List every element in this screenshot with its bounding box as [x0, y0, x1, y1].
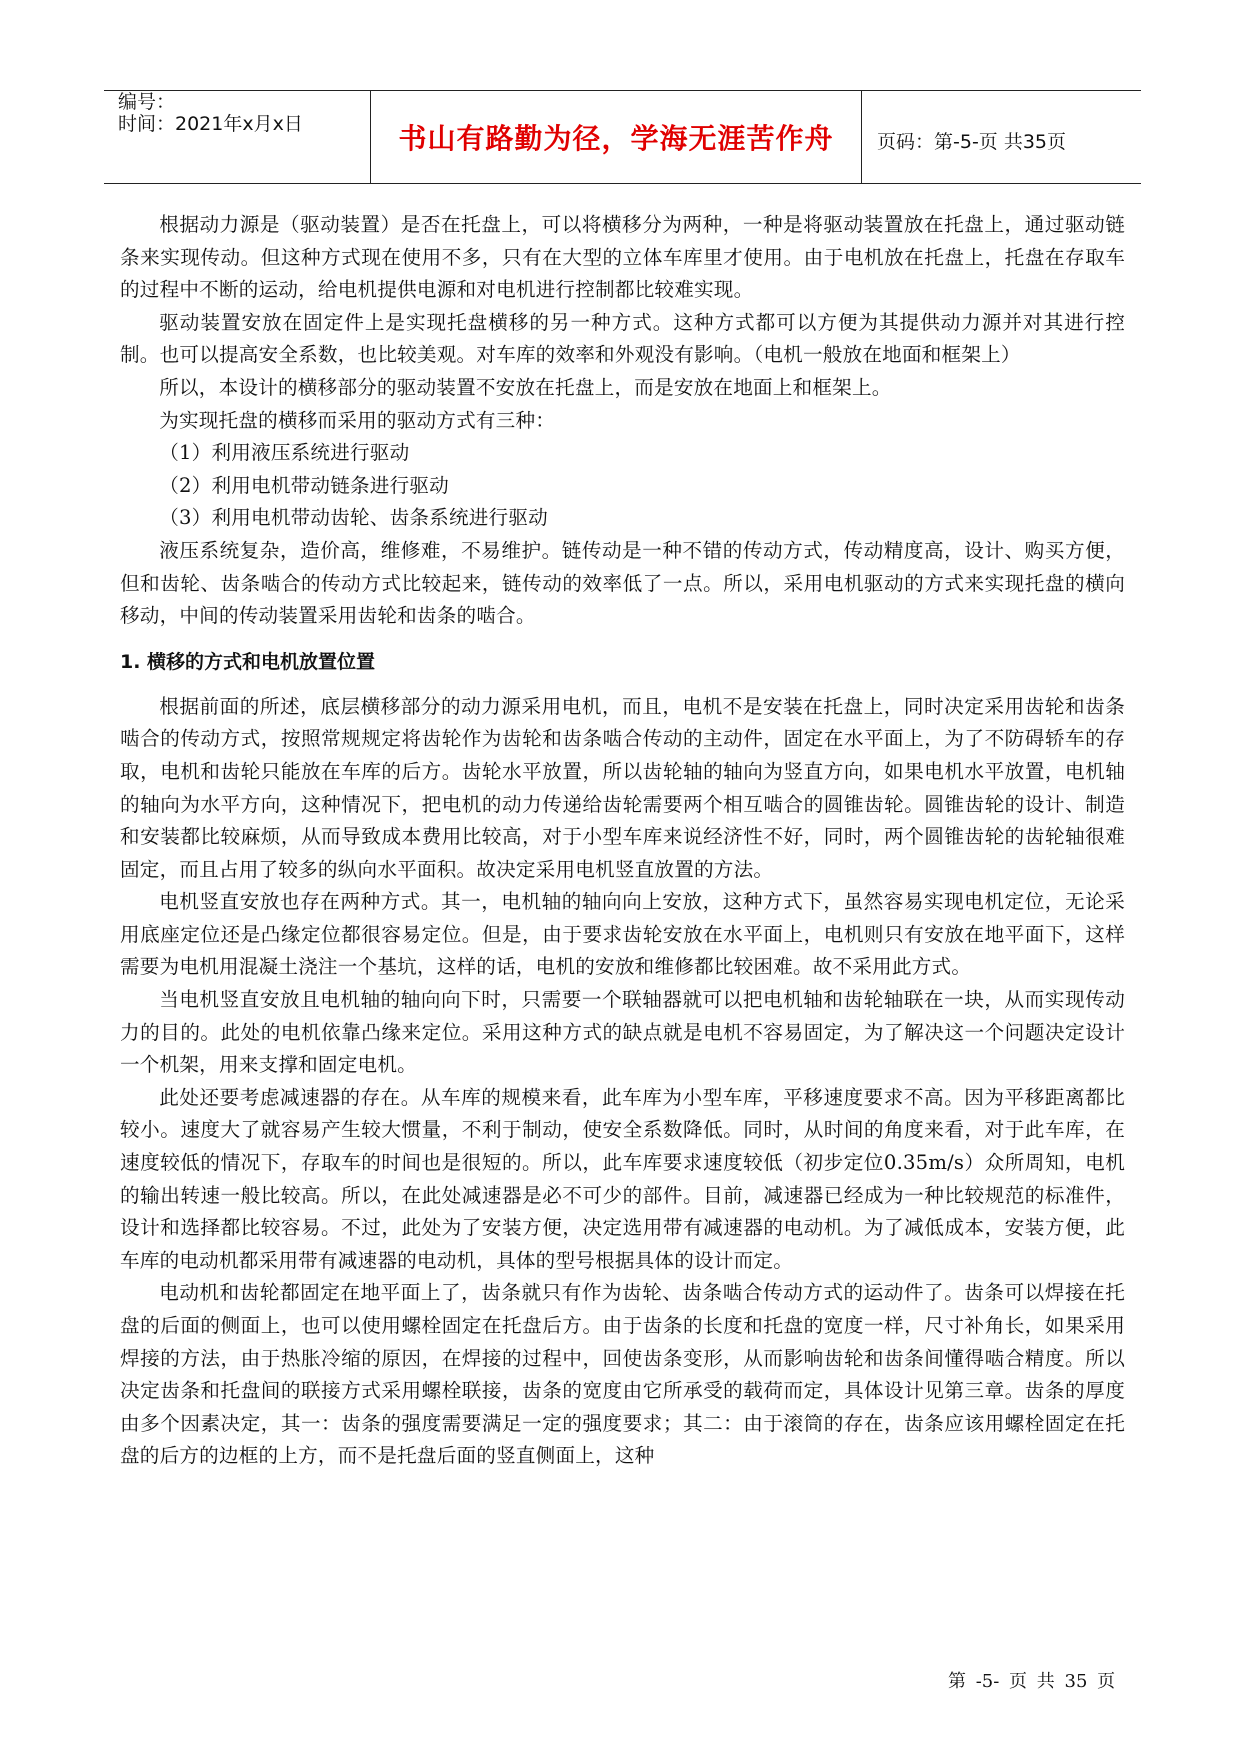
paragraph: 驱动装置安放在固定件上是实现托盘横移的另一种方式。这种方式都可以方便为其提供动力源并对其进行控制。也可以提高安全系数，也比较美观。对车库的效率和外观没有影响。（电机一般放在地面和框架上）: [120, 310, 1125, 367]
document-body: [120, 209, 1125, 1473]
document-number-label: 编号：: [118, 91, 176, 113]
paragraph: 根据动力源是（驱动装置）是否在托盘上，可以将横移分为两种，一种是将驱动装置放在托盘上，通过驱动链条来实现传动。但这种方式现在使用不多，只有在大型的立体车库里才使用。由于电机放在托盘上，托盘在存取车的过程中不断的运动，给电机提供电源和对电机进行控制都比较难实现。: [120, 213, 1125, 302]
list-item: （1）利用液压系统进行驱动: [159, 441, 410, 465]
header-motto-cell: [370, 91, 862, 183]
paragraph: 根据前面的所述，底层横移部分的动力源采用电机，而且，电机不是安装在托盘上，同时决定采用齿轮和齿条啮合的传动方式，按照常规规定将齿轮作为齿轮和齿条啮合传动的主动件，固定在水平面上，为了不防碍轿车的存取，电机和齿轮只能放在车库的后方。齿轮水平放置，所以齿轮轴的轴向为竖直方向，如果电机水平放置，电机轴的轴向为水平方向，这种情况下，把电机的动力传递给齿轮需要两个相互啮合的圆锥齿轮。圆锥齿轮的设计、制造和安装都比较麻烦，从而导致成本费用比较高，对于小型车库来说经济性不好，同时，两个圆锥齿轮的齿轮轴很难固定，而且占用了较多的纵向水平面积。故决定采用电机竖直放置的方法。: [120, 694, 1125, 881]
header-left-cell: [104, 91, 368, 183]
list-item: （3）利用电机带动齿轮、齿条系统进行驱动: [159, 506, 548, 530]
paragraph: 电机竖直安放也存在两种方式。其一，电机轴的轴向向上安放，这种方式下，虽然容易实现电机定位，无论采用底座定位还是凸缘定位都很容易定位。但是，由于要求齿轮安放在水平面上，电机则只有安放在地平面下，这样需要为电机用混凝土浇注一个基坑，这样的话，电机的安放和维修都比较困难。故不采用此方式。: [120, 890, 1125, 979]
section-heading: 1. 横移的方式和电机放置位置: [120, 650, 376, 673]
motto: 书山有路勤为径，学海无涯苦作舟: [398, 122, 834, 155]
header-page-cell: [863, 91, 1141, 183]
paragraph: 液压系统复杂，造价高，维修难，不易维护。链传动是一种不错的传动方式，传动精度高，设计、购买方便，但和齿轮、齿条啮合的传动方式比较起来，链传动的效率低了一点。所以，采用电机驱动的方式来实现托盘的横向移动，中间的传动装置采用齿轮和齿条的啮合。: [120, 538, 1125, 628]
time-label: 时间：2021年x月x日: [118, 113, 303, 135]
list-item: （2）利用电机带动链条进行驱动: [159, 473, 449, 497]
paragraph: 当电机竖直安放且电机轴的轴向向下时，只需要一个联轴器就可以把电机轴和齿轮轴联在一块，从而实现传动力的目的。此处的电机依靠凸缘来定位。采用这种方式的缺点就是电机不容易固定，为了解决这一个问题决定设计一个机架，用来支撑和固定电机。: [120, 988, 1125, 1077]
paragraph: 电动机和齿轮都固定在地平面上了，齿条就只有作为齿轮、齿条啮合传动方式的运动件了。齿条可以焊接在托盘的后面的侧面上，也可以使用螺栓固定在托盘后方。由于齿条的长度和托盘的宽度一样，尺寸补角长，如果采用焊接的方法，由于热胀冷缩的原因，在焊接的过程中，回使齿条变形，从而影响齿轮和齿条间懂得啮合精度。所以决定齿条和托盘间的联接方式采用螺栓联接，齿条的宽度由它所承受的载荷而定，具体设计见第三章。齿条的厚度由多个因素决定，其一：齿条的强度需要满足一定的强度要求；其二：由于滚筒的存在，齿条应该用螺栓固定在托盘的后方的边框的上方，而不是托盘后面的竖直侧面上，这种: [120, 1281, 1125, 1468]
paragraph: 所以，本设计的横移部分的驱动装置不安放在托盘上，而是安放在地面上和框架上。: [159, 375, 892, 399]
paragraph: 为实现托盘的横移而采用的驱动方式有三种：: [159, 408, 556, 432]
paragraph: 此处还要考虑减速器的存在。从车库的规模来看，此车库为小型车库，平移速度要求不高。因为平移距离都比较小。速度大了就容易产生较大惯量，不利于制动，使安全系数降低。同时，从时间的角度来看，对于此车库，在速度较低的情况下，存取车的时间也是很短的。所以，此车库要求速度较低（初步定位0.35m/s）众所周知，电机的输出转速一般比较高。所以，在此处减速器是必不可少的部件。目前，减速器已经成为一种比较规范的标准件，设计和选择都比较容易。不过，此处为了安装方便，决定选用带有减速器的电动机。为了减低成本，安装方便，此车库的电动机都采用带有减速器的电动机，具体的型号根据具体的设计而定。: [120, 1085, 1125, 1272]
header-page-label: 页码：第-5-页 共35页: [877, 131, 1067, 153]
page-header: [104, 90, 1141, 184]
page-footer: 第 -5- 页 共 35 页: [948, 1671, 1116, 1692]
